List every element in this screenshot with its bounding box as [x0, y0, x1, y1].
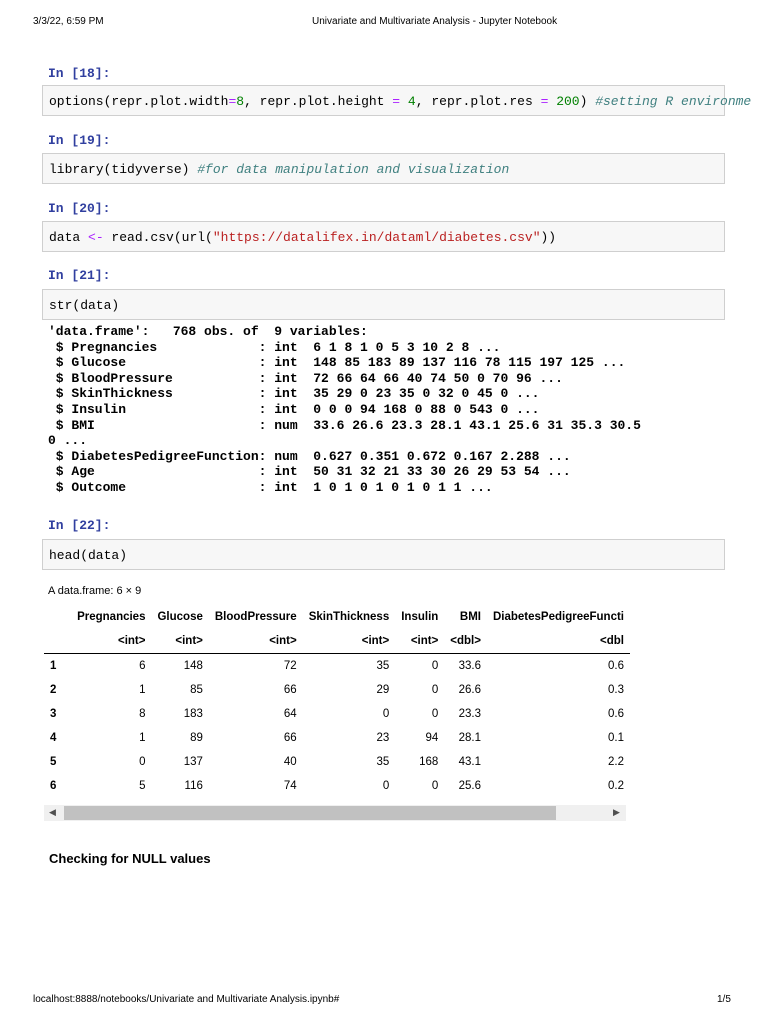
- code-cell-18[interactable]: [42, 85, 752, 116]
- table-cell: 6: [139, 660, 146, 672]
- cell-prompt: In [21]:: [48, 268, 111, 283]
- print-page-title: Univariate and Multivariate Analysis - Jupyter Notebook: [312, 16, 558, 27]
- output-line: $ Pregnancies : int 6 1 8 1 0 5 3 10 2 8 ...: [48, 339, 501, 355]
- cell-code: [49, 162, 509, 177]
- column-type: <int>: [395, 629, 444, 654]
- column-header: Glucose: [157, 611, 203, 623]
- table-cell: 0: [431, 684, 439, 696]
- table-cell: 35: [376, 660, 390, 672]
- output-line: $ Insulin : int 0 0 0 94 168 0 88 0 543 0 ...: [48, 401, 540, 417]
- table-cell: 0.6: [608, 660, 624, 672]
- table-cell: 0.3: [608, 684, 624, 696]
- column-header: Insulin: [401, 611, 439, 623]
- table-type-row: [44, 629, 630, 654]
- code-token: )): [540, 230, 557, 245]
- code-cell-20[interactable]: [42, 221, 725, 252]
- table-cell: 0: [139, 756, 146, 768]
- column-header: Pregnancies: [77, 611, 146, 623]
- table-row: [44, 726, 630, 750]
- column-type: <int>: [151, 629, 208, 654]
- table-cell: 85: [190, 684, 203, 696]
- column-type: <int>: [303, 629, 396, 654]
- table-cell: 29: [376, 684, 390, 696]
- output-line: $ Age : int 50 31 32 21 33 30 26 29 53 54 ...: [48, 464, 571, 480]
- cell-code: [49, 94, 751, 109]
- table-cell: 183: [183, 708, 203, 720]
- table-cell: 66: [283, 684, 297, 696]
- column-type: <int>: [71, 629, 151, 654]
- row-index: 4: [50, 732, 57, 744]
- code-token: "https://datalifex.in/dataml/diabetes.csv": [212, 230, 541, 245]
- table-cell: 66: [283, 732, 297, 744]
- table-cell: 74: [283, 780, 297, 792]
- code-token: , repr.plot.height: [244, 94, 393, 109]
- table-cell: 43.1: [458, 756, 481, 768]
- cell-prompt: In [18]:: [48, 66, 111, 81]
- code-cell-21[interactable]: [42, 289, 725, 320]
- table-cell: 8: [139, 708, 146, 720]
- table-cell: 1: [139, 732, 146, 744]
- table-cell: 94: [425, 732, 439, 744]
- code-token: , repr.plot.res: [415, 94, 541, 109]
- table-cell: 116: [184, 780, 203, 792]
- horizontal-scrollbar[interactable]: [44, 805, 626, 821]
- code-token: #for data manipulation and visualization: [197, 162, 510, 177]
- cell-prompt: In [20]:: [48, 201, 111, 216]
- code-token: 8: [236, 94, 245, 109]
- table-cell: 23: [376, 732, 390, 744]
- code-token: options(repr.plot.width: [49, 94, 229, 109]
- table-row: [44, 654, 630, 679]
- code-token: ): [579, 94, 596, 109]
- table-cell: 2.2: [608, 756, 624, 768]
- table-row: [44, 774, 630, 798]
- table-cell: 26.6: [458, 684, 481, 696]
- table-cell: 5: [139, 780, 146, 792]
- table-cell: 168: [419, 756, 439, 768]
- table-cell: 0.6: [608, 708, 624, 720]
- index-header: [44, 605, 71, 629]
- output-line: 'data.frame': 768 obs. of 9 variables:: [48, 324, 368, 339]
- print-url: localhost:8888/notebooks/Univariate and Multivariate Analysis.ipynb#: [33, 994, 340, 1005]
- table-cell: 64: [283, 708, 297, 720]
- cell-code: [49, 298, 119, 313]
- code-token: [400, 94, 408, 109]
- code-token: 200: [556, 94, 580, 109]
- row-index: 5: [50, 756, 57, 768]
- table-cell: 137: [183, 756, 203, 768]
- table-cell: 33.6: [458, 660, 481, 672]
- scroll-left-icon[interactable]: ◀: [49, 807, 56, 817]
- output-line: $ DiabetesPedigreeFunction: num 0.627 0.351 0.672 0.167 2.288 ...: [48, 448, 571, 464]
- table-header-row: [44, 605, 630, 629]
- table-cell: 0.1: [608, 732, 624, 744]
- cell-code: [49, 230, 556, 245]
- print-datetime: 3/3/22, 6:59 PM: [33, 16, 104, 27]
- dataframe-caption: A data.frame: 6 × 9: [48, 585, 142, 597]
- column-header: DiabetesPedigreeFuncti: [492, 611, 624, 623]
- column-type: <dbl>: [444, 629, 487, 654]
- column-header: BMI: [459, 611, 481, 623]
- table-cell: 0: [382, 780, 390, 792]
- output-line: $ Outcome : int 1 0 1 0 1 0 1 0 1 1 ...: [48, 479, 493, 495]
- table-cell: 25.6: [458, 780, 481, 792]
- table-cell: 0: [382, 708, 390, 720]
- code-token: <-: [88, 230, 104, 245]
- cell-prompt: In [22]:: [48, 518, 111, 533]
- table-cell: 0: [431, 660, 439, 672]
- column-header: BloodPressure: [214, 611, 297, 623]
- scroll-right-icon[interactable]: ▶: [613, 807, 620, 817]
- dataframe-table-container[interactable]: [44, 605, 630, 805]
- row-index: 2: [50, 684, 57, 696]
- code-token: str(data): [49, 298, 120, 313]
- output-line: 0 ...: [48, 433, 88, 449]
- dataframe-table: [44, 605, 630, 798]
- table-cell: 148: [183, 660, 203, 672]
- scrollbar-thumb[interactable]: [64, 806, 556, 820]
- table-cell: 1: [139, 684, 146, 696]
- output-line: $ Glucose : int 148 85 183 89 137 116 78 115 197 125 ...: [48, 355, 626, 371]
- cell-code: [49, 548, 127, 563]
- table-row: [44, 702, 630, 726]
- code-token: #setting R environme: [595, 94, 752, 109]
- table-cell: 40: [283, 756, 297, 768]
- table-cell: 0: [431, 780, 439, 792]
- index-type: [44, 629, 71, 654]
- table-cell: 89: [190, 732, 203, 744]
- table-cell: 0.2: [608, 780, 624, 792]
- code-token: 4: [407, 94, 416, 109]
- row-index: 6: [50, 780, 57, 792]
- row-index: 3: [50, 708, 57, 720]
- table-row: [44, 678, 630, 702]
- code-token: library(tidyverse): [49, 162, 198, 177]
- table-cell: 23.3: [458, 708, 481, 720]
- table-row: [44, 750, 630, 774]
- code-token: data: [49, 230, 89, 245]
- code-token: =: [540, 94, 549, 109]
- cell-prompt: In [19]:: [48, 133, 111, 148]
- column-type: <int>: [209, 629, 303, 654]
- code-token: read.csv(url(: [103, 230, 213, 245]
- code-cell-19[interactable]: [42, 153, 725, 184]
- output-line: $ BloodPressure : int 72 66 64 66 40 74 50 0 70 96 ...: [48, 370, 563, 386]
- column-type: <dbl: [487, 629, 630, 654]
- print-page-number: 1/5: [717, 994, 731, 1005]
- output-line: $ SkinThickness : int 35 29 0 23 35 0 32 0 45 0 ...: [48, 386, 540, 402]
- table-cell: 72: [283, 660, 297, 672]
- row-index: 1: [50, 660, 57, 672]
- table-cell: 35: [376, 756, 390, 768]
- code-token: =: [228, 94, 237, 109]
- code-token: =: [392, 94, 401, 109]
- section-heading: Checking for NULL values: [49, 851, 211, 866]
- table-cell: 28.1: [458, 732, 481, 744]
- output-line: $ BMI : num 33.6 26.6 23.3 28.1 43.1 25.6 31 35.3 30.5: [48, 417, 641, 433]
- code-token: head(data): [49, 548, 128, 563]
- table-cell: 0: [431, 708, 439, 720]
- code-cell-22[interactable]: [42, 539, 725, 570]
- str-output: [48, 324, 641, 496]
- column-header: SkinThickness: [308, 611, 390, 623]
